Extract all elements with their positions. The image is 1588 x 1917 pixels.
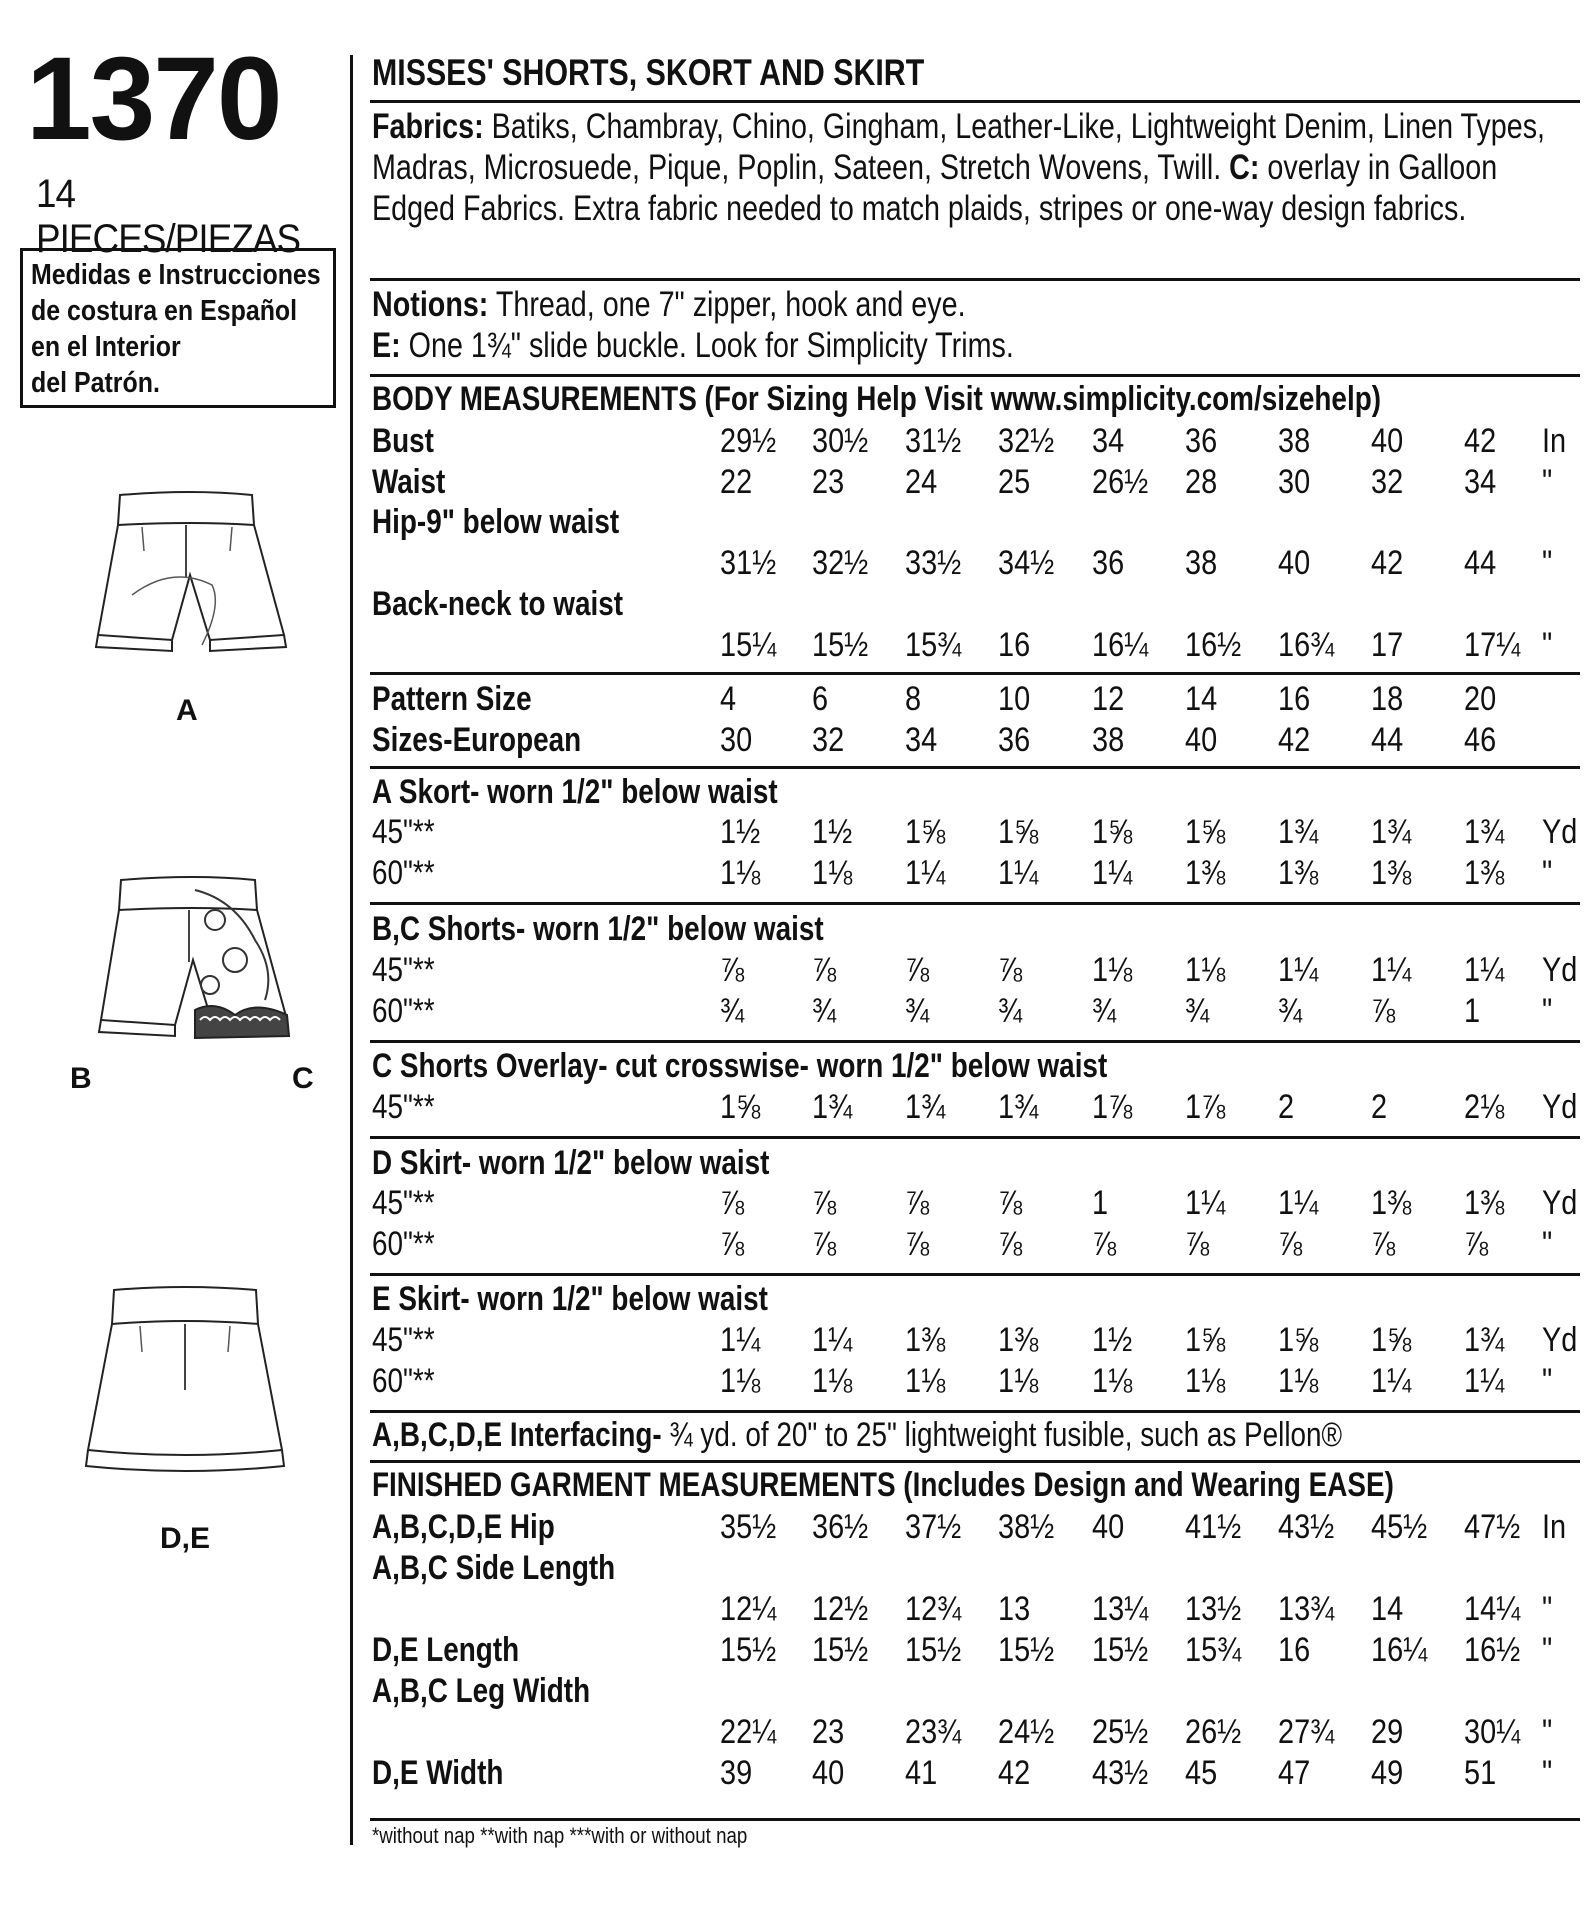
size-value: 14 <box>1371 1590 1404 1628</box>
table-row <box>372 1321 1582 1361</box>
page-title: MISSES' SHORTS, SKORT AND SKIRT <box>372 52 925 93</box>
row-label: A,B,C Leg Width <box>372 1672 591 1710</box>
fabrics-c-text: overlay in Galloon Edged Fabrics. Extra fabric needed to match plaids, stripes or one-way design fabrics. <box>372 148 1498 228</box>
table-row <box>372 1088 1582 1128</box>
size-value: 38 <box>1185 544 1218 582</box>
size-value: 34 <box>1464 463 1497 501</box>
row-label: D Skirt- worn 1/2" below waist <box>372 1144 770 1182</box>
size-value: 36½ <box>812 1508 869 1546</box>
size-value: 15½ <box>812 1631 869 1669</box>
divider <box>370 374 1580 377</box>
unit-label: " <box>1542 1590 1553 1628</box>
table-row <box>372 585 1582 625</box>
row-label: Pattern Size <box>372 680 532 718</box>
size-value: 1⅛ <box>1278 1362 1319 1400</box>
size-value: ⅞ <box>1371 1225 1396 1263</box>
size-value: ¾ <box>998 992 1023 1030</box>
table-row <box>372 503 1582 543</box>
row-label: A,B,C,D,E Hip <box>372 1508 555 1546</box>
size-value: 1⅝ <box>1185 1321 1226 1359</box>
size-value: 23 <box>812 1713 845 1751</box>
size-value: 36 <box>1092 544 1125 582</box>
size-value: 42 <box>1278 721 1311 759</box>
unit-label: " <box>1542 626 1553 664</box>
size-value: 1¼ <box>812 1321 853 1359</box>
size-value: 15¾ <box>1185 1631 1242 1669</box>
fabrics-c-label: C: <box>1229 148 1260 187</box>
size-value: 38½ <box>998 1508 1055 1546</box>
size-value: 28 <box>1185 463 1218 501</box>
size-value: 15½ <box>998 1631 1055 1669</box>
size-value: 1¾ <box>1464 1321 1505 1359</box>
size-value: ⅞ <box>998 951 1023 989</box>
size-value: ⅞ <box>998 1184 1023 1222</box>
size-value: 12½ <box>812 1590 869 1628</box>
size-value: 43½ <box>1092 1754 1149 1792</box>
size-value: 37½ <box>905 1508 962 1546</box>
size-value: 45½ <box>1371 1508 1428 1546</box>
size-value: 32½ <box>998 422 1055 460</box>
size-value: 46 <box>1464 721 1497 759</box>
size-value: 1⅝ <box>905 813 946 851</box>
size-value: 14 <box>1185 680 1218 718</box>
table-row <box>372 1047 1582 1087</box>
size-value: 1⅜ <box>998 1321 1039 1359</box>
unit-label: Yd <box>1542 1321 1578 1359</box>
size-value: ⅞ <box>812 951 837 989</box>
size-value: 30½ <box>812 422 869 460</box>
size-value: 16½ <box>1464 1631 1521 1669</box>
row-label: 60"** <box>372 854 435 892</box>
view-de-illustration <box>80 1280 290 1490</box>
unit-label: " <box>1542 1754 1553 1792</box>
size-value: 22¼ <box>720 1713 777 1751</box>
divider <box>370 1460 1580 1463</box>
size-value: 1⅛ <box>905 1362 946 1400</box>
size-value: 13¼ <box>1092 1590 1149 1628</box>
table-row <box>372 721 1582 761</box>
size-value: 1⅜ <box>1371 854 1412 892</box>
row-label: 60"** <box>372 1225 435 1263</box>
table-row <box>372 1144 1582 1184</box>
notions-label: Notions: <box>372 285 489 324</box>
size-value: 26½ <box>1092 463 1149 501</box>
size-value: ¾ <box>720 992 745 1030</box>
row-label: Back-neck to waist <box>372 585 624 623</box>
size-value: 16¾ <box>1278 626 1335 664</box>
size-value: ⅞ <box>905 1184 930 1222</box>
row-label: A,B,C Side Length <box>372 1549 616 1587</box>
size-value: 1½ <box>812 813 853 851</box>
size-value: 15½ <box>812 626 869 664</box>
size-value: ⅞ <box>905 1225 930 1263</box>
size-value: 1¼ <box>1371 1362 1412 1400</box>
unit-label: Yd <box>1542 951 1578 989</box>
view-c-label: C <box>292 1062 314 1095</box>
size-value: 31½ <box>720 544 777 582</box>
size-value: 40 <box>1278 544 1311 582</box>
size-value: 45 <box>1185 1754 1218 1792</box>
size-value: 31½ <box>905 422 962 460</box>
size-value: 1 <box>1092 1184 1109 1222</box>
size-value: ⅞ <box>812 1184 837 1222</box>
size-value: 16 <box>1278 1631 1311 1669</box>
size-value: 1¾ <box>1278 813 1319 851</box>
size-value: 1¼ <box>905 854 946 892</box>
row-label: Waist <box>372 463 446 501</box>
size-value: 1⅛ <box>812 854 853 892</box>
row-label: 45"** <box>372 813 435 851</box>
unit-label: Yd <box>1542 813 1578 851</box>
size-value: ⅞ <box>905 951 930 989</box>
row-label: D,E Length <box>372 1631 520 1669</box>
size-value: 12¾ <box>905 1590 962 1628</box>
size-value: 1⅛ <box>720 1362 761 1400</box>
divider <box>370 902 1580 905</box>
view-bc-illustration <box>95 870 295 1050</box>
size-value: 29½ <box>720 422 777 460</box>
size-value: 12 <box>1092 680 1125 718</box>
spanish-line: del Patrón. <box>31 367 160 399</box>
table-row <box>372 951 1582 991</box>
size-value: 10 <box>998 680 1031 718</box>
size-value: 20 <box>1464 680 1497 718</box>
unit-label: " <box>1542 992 1553 1030</box>
size-value: 35½ <box>720 1508 777 1546</box>
size-value: 39 <box>720 1754 753 1792</box>
size-value: 1¼ <box>1371 951 1412 989</box>
table-row <box>372 1631 1582 1671</box>
table-row <box>372 1713 1582 1753</box>
size-value: 1½ <box>1092 1321 1133 1359</box>
table-row <box>372 1362 1582 1402</box>
divider <box>370 766 1580 769</box>
size-value: 23 <box>812 463 845 501</box>
spanish-instructions-box <box>20 248 336 408</box>
size-value: 22 <box>720 463 753 501</box>
size-value: 34 <box>905 721 938 759</box>
row-label: E Skirt- worn 1/2" below waist <box>372 1280 768 1318</box>
table-row <box>372 463 1582 503</box>
size-value: 1¾ <box>905 1088 946 1126</box>
row-label: Hip-9" below waist <box>372 503 620 541</box>
spanish-line: de costura en Español <box>31 295 298 327</box>
size-value: 13 <box>998 1590 1031 1628</box>
size-value: 29 <box>1371 1713 1404 1751</box>
table-row <box>372 910 1582 950</box>
size-value: ⅞ <box>1092 1225 1117 1263</box>
size-value: 47 <box>1278 1754 1311 1792</box>
size-value: ¾ <box>1092 992 1117 1030</box>
size-value: 38 <box>1092 721 1125 759</box>
size-value: 1⅝ <box>1371 1321 1412 1359</box>
size-value: 15¾ <box>905 626 962 664</box>
size-value: 36 <box>1185 422 1218 460</box>
size-value: 17¼ <box>1464 626 1521 664</box>
size-value: 1¾ <box>1371 813 1412 851</box>
divider <box>370 1136 1580 1139</box>
size-value: 1⅝ <box>1092 813 1133 851</box>
size-value: 6 <box>812 680 829 718</box>
size-value: 15½ <box>720 1631 777 1669</box>
size-value: 49 <box>1371 1754 1404 1792</box>
size-value: ⅞ <box>998 1225 1023 1263</box>
size-value: 51 <box>1464 1754 1497 1792</box>
view-a-label: A <box>176 694 198 727</box>
row-label: 45"** <box>372 1088 435 1126</box>
notions-section <box>372 284 1582 366</box>
table-row <box>372 422 1582 462</box>
size-value: 1⅜ <box>1278 854 1319 892</box>
interfacing-line <box>372 1416 1342 1455</box>
row-label: C Shorts Overlay- cut crosswise- worn 1/2" below waist <box>372 1047 1108 1085</box>
size-value: 1¼ <box>720 1321 761 1359</box>
size-value: 1⅜ <box>1371 1184 1412 1222</box>
table-row <box>372 626 1582 666</box>
row-label: B,C Shorts- worn 1/2" below waist <box>372 910 824 948</box>
left-column <box>0 0 350 1917</box>
size-value: 1¼ <box>1464 951 1505 989</box>
size-value: 30¼ <box>1464 1713 1521 1751</box>
table-row <box>372 1280 1582 1320</box>
size-value: 1⅜ <box>1185 854 1226 892</box>
size-value: 34½ <box>998 544 1055 582</box>
size-value: 43½ <box>1278 1508 1335 1546</box>
size-value: 41½ <box>1185 1508 1242 1546</box>
body-measurements-heading: BODY MEASUREMENTS (For Sizing Help Visit www.simplicity.com/sizehelp) <box>372 380 1382 418</box>
size-value: 40 <box>812 1754 845 1792</box>
size-value: 40 <box>1371 422 1404 460</box>
size-value: 26½ <box>1185 1713 1242 1751</box>
pieces-count: 14 PIECES/PIEZAS <box>36 172 301 261</box>
divider <box>370 1273 1580 1276</box>
size-value: 24½ <box>998 1713 1055 1751</box>
divider <box>370 672 1580 675</box>
fabrics-section <box>372 106 1582 229</box>
size-value: ¾ <box>812 992 837 1030</box>
size-value: 41 <box>905 1754 938 1792</box>
size-value: ⅞ <box>720 1225 745 1263</box>
size-value: 32 <box>812 721 845 759</box>
size-value: 1½ <box>720 813 761 851</box>
row-label: 60"** <box>372 992 435 1030</box>
size-value: 1⅛ <box>998 1362 1039 1400</box>
table-row <box>372 1184 1582 1224</box>
size-value: 32 <box>1371 463 1404 501</box>
size-value: 42 <box>998 1754 1031 1792</box>
table-row <box>372 1590 1582 1630</box>
size-value: 30 <box>1278 463 1311 501</box>
table-row <box>372 1225 1582 1265</box>
size-value: 24 <box>905 463 938 501</box>
view-b-label: B <box>70 1062 92 1095</box>
size-value: 1¼ <box>1092 854 1133 892</box>
unit-label: " <box>1542 1225 1553 1263</box>
size-value: 1⅝ <box>998 813 1039 851</box>
row-label: Sizes-European <box>372 721 582 759</box>
view-de-label: D,E <box>160 1522 211 1555</box>
size-value: 1¾ <box>812 1088 853 1126</box>
size-value: 14¼ <box>1464 1590 1521 1628</box>
size-value: 1¼ <box>998 854 1039 892</box>
size-value: 1⅜ <box>905 1321 946 1359</box>
size-value: 42 <box>1371 544 1404 582</box>
size-value: 23¾ <box>905 1713 962 1751</box>
unit-label: " <box>1542 463 1553 501</box>
size-value: 1⅜ <box>1464 854 1505 892</box>
notions-e-label: E: <box>372 326 401 365</box>
size-value: ⅞ <box>1185 1225 1210 1263</box>
table-row <box>372 1672 1582 1712</box>
size-value: 1¼ <box>1278 951 1319 989</box>
view-a-illustration <box>92 485 292 665</box>
size-value: 13¾ <box>1278 1590 1335 1628</box>
unit-label: In <box>1542 1508 1567 1546</box>
size-value: 1¼ <box>1464 1362 1505 1400</box>
size-value: 17 <box>1371 626 1404 664</box>
size-value: 1⅝ <box>1185 813 1226 851</box>
table-row <box>372 813 1582 853</box>
size-value: 30 <box>720 721 753 759</box>
unit-label: Yd <box>1542 1184 1578 1222</box>
table-row <box>372 1508 1582 1548</box>
size-value: 36 <box>998 721 1031 759</box>
fabrics-label: Fabrics: <box>372 107 484 146</box>
size-value: 44 <box>1371 721 1404 759</box>
size-value: 16 <box>1278 680 1311 718</box>
row-label: 60"** <box>372 1362 435 1400</box>
size-value: 1⅛ <box>1092 951 1133 989</box>
size-value: 32½ <box>812 544 869 582</box>
size-value: 25½ <box>1092 1713 1149 1751</box>
size-value: 1⅝ <box>720 1088 761 1126</box>
size-value: 40 <box>1092 1508 1125 1546</box>
spanish-line: Medidas e Instrucciones <box>31 259 321 291</box>
size-value: 16¼ <box>1092 626 1149 664</box>
row-label: 45"** <box>372 951 435 989</box>
finished-measurements-heading: FINISHED GARMENT MEASUREMENTS (Includes Design and Wearing EASE) <box>372 1466 1394 1504</box>
size-value: 12¼ <box>720 1590 777 1628</box>
size-value: 1¼ <box>1185 1184 1226 1222</box>
size-value: 47½ <box>1464 1508 1521 1546</box>
divider <box>370 278 1580 281</box>
table-row <box>372 1754 1582 1794</box>
size-value: 42 <box>1464 422 1497 460</box>
table-row <box>372 680 1582 720</box>
table-row <box>372 544 1582 584</box>
interfacing-label: A,B,C,D,E Interfacing- <box>372 1416 662 1454</box>
size-value: 1¼ <box>1278 1184 1319 1222</box>
size-value: 44 <box>1464 544 1497 582</box>
size-value: ⅞ <box>720 951 745 989</box>
size-value: 4 <box>720 680 737 718</box>
size-value: 1⅞ <box>1092 1088 1133 1126</box>
table-row <box>372 1549 1582 1589</box>
notions-text: Thread, one 7" zipper, hook and eye. <box>488 285 966 324</box>
size-value: 13½ <box>1185 1590 1242 1628</box>
size-value: 38 <box>1278 422 1311 460</box>
size-value: 1⅛ <box>812 1362 853 1400</box>
size-value: 15¼ <box>720 626 777 664</box>
size-value: 1¾ <box>998 1088 1039 1126</box>
size-value: ¾ <box>1185 992 1210 1030</box>
size-value: 18 <box>1371 680 1404 718</box>
size-value: 15½ <box>905 1631 962 1669</box>
interfacing-text: ¾ yd. of 20" to 25" lightweight fusible, such as Pellon® <box>661 1416 1343 1454</box>
size-value: 1⅜ <box>1464 1184 1505 1222</box>
size-value: 2 <box>1371 1088 1388 1126</box>
size-value: ⅞ <box>1278 1225 1303 1263</box>
size-value: 33½ <box>905 544 962 582</box>
fabrics-text: Batiks, Chambray, Chino, Gingham, Leather-Like, Lightweight Denim, Linen Types, Madras, Microsuede, Pique, Poplin, Sateen, Stretch Wovens, Twill. <box>372 107 1546 187</box>
unit-label: In <box>1542 422 1567 460</box>
size-value: 16¼ <box>1371 1631 1428 1669</box>
size-value: ⅞ <box>812 1225 837 1263</box>
divider <box>370 1410 1580 1413</box>
pattern-number: 1370 <box>26 33 281 165</box>
table-row <box>372 773 1582 813</box>
size-value: 16½ <box>1185 626 1242 664</box>
size-value: 15½ <box>1092 1631 1149 1669</box>
row-label: 45"** <box>372 1184 435 1222</box>
unit-label: " <box>1542 1631 1553 1669</box>
size-value: 2 <box>1278 1088 1295 1126</box>
notions-e-text: One 1¾" slide buckle. Look for Simplicity Trims. <box>400 326 1014 365</box>
table-row <box>372 992 1582 1032</box>
size-value: 1⅛ <box>1185 1362 1226 1400</box>
row-label: Bust <box>372 422 434 460</box>
size-value: 25 <box>998 463 1031 501</box>
row-label: 45"** <box>372 1321 435 1359</box>
table-row <box>372 854 1582 894</box>
unit-label: " <box>1542 854 1553 892</box>
size-value: 2⅛ <box>1464 1088 1505 1126</box>
unit-label: " <box>1542 1713 1553 1751</box>
unit-label: " <box>1542 544 1553 582</box>
size-value: 27¾ <box>1278 1713 1335 1751</box>
size-value: 8 <box>905 680 922 718</box>
spanish-line: en el Interior <box>31 331 181 363</box>
divider <box>370 100 1580 103</box>
column-divider <box>350 55 353 1845</box>
size-value: 1 <box>1464 992 1481 1030</box>
size-value: ⅞ <box>1371 992 1396 1030</box>
size-value: 1⅛ <box>1185 951 1226 989</box>
size-value: 16 <box>998 626 1031 664</box>
size-value: 1⅛ <box>720 854 761 892</box>
size-value: ⅞ <box>720 1184 745 1222</box>
size-value: ¾ <box>905 992 930 1030</box>
size-value: ¾ <box>1278 992 1303 1030</box>
size-value: 34 <box>1092 422 1125 460</box>
unit-label: Yd <box>1542 1088 1578 1126</box>
size-value: 1⅞ <box>1185 1088 1226 1126</box>
size-value: ⅞ <box>1464 1225 1489 1263</box>
size-value: 1¾ <box>1464 813 1505 851</box>
size-value: 1⅛ <box>1092 1362 1133 1400</box>
size-value: 40 <box>1185 721 1218 759</box>
size-value: 1⅝ <box>1278 1321 1319 1359</box>
footnote: *without nap **with nap ***with or without nap <box>372 1823 748 1848</box>
unit-label: " <box>1542 1362 1553 1400</box>
divider <box>370 1040 1580 1043</box>
row-label: A Skort- worn 1/2" below waist <box>372 773 778 811</box>
row-label: D,E Width <box>372 1754 504 1792</box>
divider <box>370 1818 1580 1821</box>
